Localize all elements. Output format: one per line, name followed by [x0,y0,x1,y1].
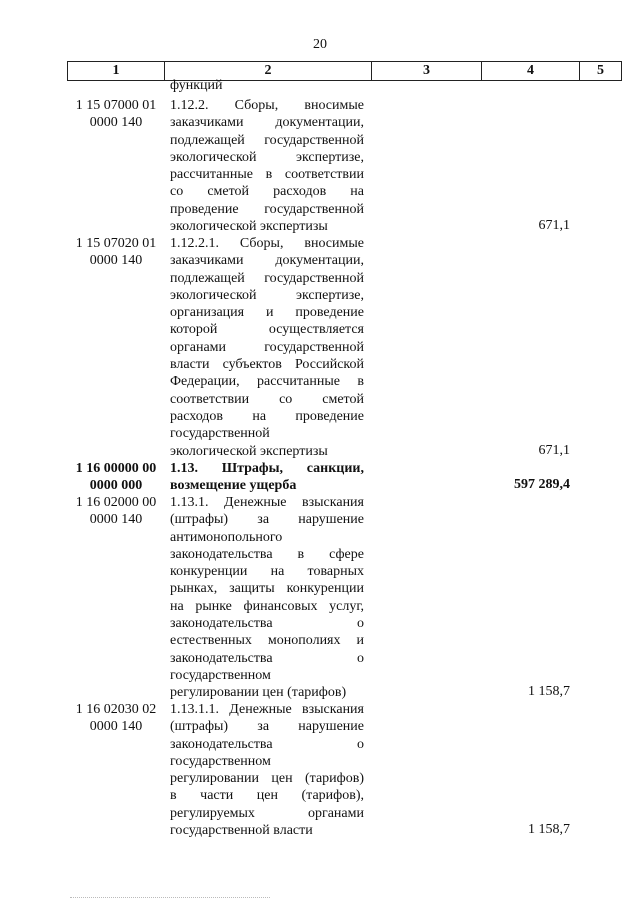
amount-value: 1 158,7 [528,684,570,700]
row-description [170,701,364,839]
description-line: рынках, защиты конкуренции [170,581,364,597]
description-line: законодательства о [170,616,364,632]
budget-code: 1 16 02000 00 0000 140 [75,495,157,527]
description-line: регулировании цен (тарифов) [170,685,347,701]
description-line: со сметой расходов на [170,184,364,200]
description-line: проведение государственной [170,201,364,217]
description-line: подлежащей государственной [170,270,364,286]
description-line: на рынке финансовых услуг, [170,598,364,614]
description-line: экологической экспертизы [170,219,328,235]
budget-code: 1 16 00000 00 0000 000 [75,461,157,493]
row-description [170,494,364,702]
amount-value: 671,1 [538,442,570,458]
budget-code: 1 15 07000 01 0000 140 [75,98,157,130]
description-line: заказчиками документации, [170,253,364,269]
description-line: законодательства о [170,650,364,666]
description-line: регулировании цен (тарифов) [170,771,364,787]
page-number: 20 [313,37,327,52]
amount-value: 1 158,7 [528,822,570,838]
description-line: рассчитанные в соответствии [170,167,364,183]
description-line: 1.13. Штрафы, санкции, [170,461,364,476]
description-line: Федерации, рассчитанные в [170,374,364,390]
description-line: 1.12.2.1. Сборы, вносимые [170,236,364,251]
column-header-1: 1 [68,62,165,81]
column-header-4: 4 [482,62,580,81]
description-line: организация и проведение [170,305,364,321]
amount-value: 597 289,4 [514,477,570,493]
description-line: (штрафы) за нарушение [170,512,364,528]
description-line: функций [170,78,223,93]
row-description [170,77,364,94]
description-line: расходов на проведение [170,408,364,424]
description-line: государственной [170,426,270,442]
column-header-5: 5 [580,62,622,81]
description-line: в части цен (тарифов), [170,788,364,804]
footer-scan-marks [70,897,270,900]
description-line: власти субъектов Российской [170,357,364,373]
description-line: заказчиками документации, [170,115,364,131]
description-line: подлежащей государственной [170,132,364,148]
column-header-3: 3 [372,62,482,81]
row-description [170,235,364,460]
row-description [170,460,364,495]
description-line: 1.13.1. Денежные взыскания [170,495,364,510]
description-line: государственном [170,667,271,683]
budget-code: 1 15 07020 01 0000 140 [75,236,157,268]
column-header-2: 2 [165,62,372,81]
description-line: экологической экспертизы [170,443,328,459]
description-line: (штрафы) за нарушение [170,719,364,735]
description-line: конкуренции на товарных [170,564,364,580]
description-line: экологической экспертизе, [170,149,364,165]
description-line: соответствии со сметой [170,391,364,407]
description-line: регулируемых органами [170,805,364,821]
description-line: законодательства в сфере [170,546,364,562]
description-line: органами государственной [170,339,364,355]
description-line: экологической экспертизе, [170,287,364,303]
description-line: законодательства о [170,736,364,752]
budget-code: 1 16 02030 02 0000 140 [75,702,157,734]
amount-value: 671,1 [538,218,570,234]
description-line: которой осуществляется [170,322,364,338]
description-line: антимонопольного [170,529,283,545]
description-line: естественных монополиях и [170,633,364,649]
description-line: государственном [170,753,271,769]
description-line: 1.13.1.1. Денежные взыскания [170,702,364,717]
row-description [170,97,364,235]
description-line: возмещение ущерба [170,478,297,494]
description-line: 1.12.2. Сборы, вносимые [170,98,364,113]
description-line: государственной власти [170,823,313,839]
